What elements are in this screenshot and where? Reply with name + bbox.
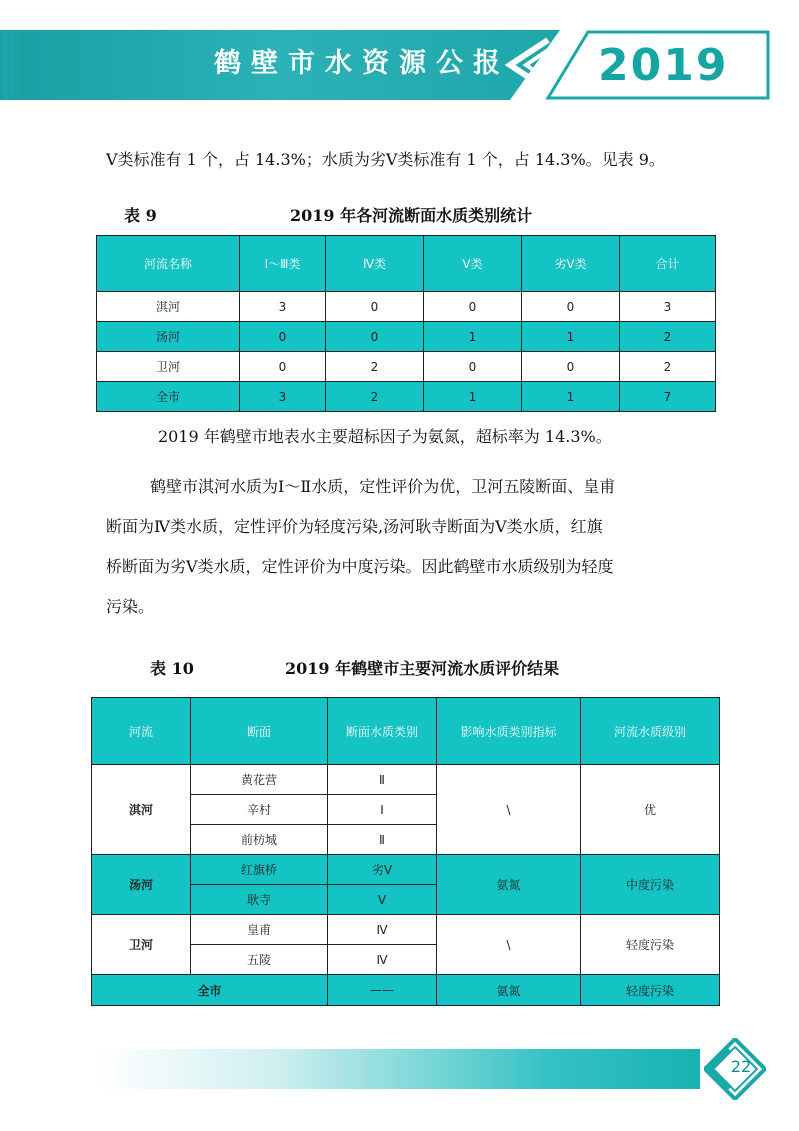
table-row	[97, 352, 716, 382]
level-cell: 中度污染	[581, 855, 720, 915]
table9-label: 表 9	[124, 206, 157, 225]
table10-header-cell: 断面水质类别	[328, 698, 437, 765]
page-header	[0, 30, 799, 100]
table10-header-cell: 河流	[92, 698, 191, 765]
table-cell: 0	[424, 292, 522, 322]
publication-title: 鹤壁市水资源公报	[214, 48, 510, 79]
table10-header-row	[92, 698, 720, 765]
page-number: 22	[730, 1057, 752, 1076]
table-cell: 1	[522, 382, 620, 412]
header-stripes	[0, 30, 29, 100]
level-cell: 轻度污染	[581, 915, 720, 975]
indicator-cell: 氨氮	[437, 975, 581, 1006]
paragraph-evaluation-line: 污染。	[106, 597, 155, 616]
table-cell: 全市	[97, 382, 240, 412]
section-cell: 前枋城	[191, 825, 328, 855]
table10-header-cell: 河流水质级别	[581, 698, 720, 765]
table10-header-cell: 影响水质类别指标	[437, 698, 581, 765]
section-cell: 耿寺	[191, 885, 328, 915]
table-cell: 0	[240, 322, 326, 352]
table-row-total	[92, 975, 720, 1006]
table-cell: 0	[522, 352, 620, 382]
paragraph-exceedance: 2019 年鹤壁市地表水主要超标因子为氨氮，超标率为 14.3%。	[158, 427, 612, 446]
river-name-cell: 全市	[92, 975, 328, 1006]
category-cell: Ⅱ	[328, 825, 437, 855]
table-cell: 0	[326, 292, 424, 322]
table10-header-cell: 断面	[191, 698, 328, 765]
level-cell: 轻度污染	[581, 975, 720, 1006]
category-cell: Ⅴ	[328, 885, 437, 915]
table-cell: 2	[620, 352, 716, 382]
level-cell: 优	[581, 765, 720, 855]
table-cell: 2	[620, 322, 716, 352]
table-row	[92, 855, 720, 885]
table-cell: 1	[424, 382, 522, 412]
table-cell: 1	[424, 322, 522, 352]
table-row	[97, 322, 716, 352]
table-cell: 0	[522, 292, 620, 322]
table-cell: 0	[424, 352, 522, 382]
table-cell: 0	[326, 322, 424, 352]
table10-label: 表 10	[150, 659, 194, 678]
table-cell: 3	[240, 292, 326, 322]
river-name-cell: 汤河	[92, 855, 191, 915]
table-cell: 卫河	[97, 352, 240, 382]
paragraph-evaluation-line: 桥断面为劣Ⅴ类水质，定性评价为中度污染。因此鹤壁市水质级别为轻度	[106, 557, 614, 576]
paragraph-evaluation-line: 鹤壁市淇河水质为Ⅰ～Ⅱ水质，定性评价为优，卫河五陵断面、皇甫	[150, 477, 616, 496]
section-cell: 皇甫	[191, 915, 328, 945]
table-cell: 汤河	[97, 322, 240, 352]
table9-title: 2019 年各河流断面水质类别统计	[290, 206, 533, 225]
river-name-cell: 卫河	[92, 915, 191, 975]
table-row	[92, 765, 720, 795]
table9-header-cell: 河流名称	[97, 236, 240, 292]
section-cell: 黄花营	[191, 765, 328, 795]
table-cell: 3	[240, 382, 326, 412]
paragraph-evaluation-line: 断面为Ⅳ类水质，定性评价为轻度污染,汤河耿寺断面为Ⅴ类水质，红旗	[106, 517, 603, 536]
table-row	[97, 292, 716, 322]
table-cell: 1	[522, 322, 620, 352]
section-cell: 红旗桥	[191, 855, 328, 885]
indicator-cell: \	[437, 915, 581, 975]
river-name-cell: 淇河	[92, 765, 191, 855]
publication-year: 2019	[598, 40, 729, 91]
table-cell: 3	[620, 292, 716, 322]
table-cell: 2	[326, 382, 424, 412]
section-cell: 五陵	[191, 945, 328, 975]
table9-header-cell: Ⅴ类	[424, 236, 522, 292]
table9-header-cell: 合计	[620, 236, 716, 292]
table10-title: 2019 年鹤壁市主要河流水质评价结果	[285, 659, 560, 678]
table9-header-row	[97, 236, 716, 292]
table-row	[97, 382, 716, 412]
category-cell: Ⅱ	[328, 765, 437, 795]
table9	[96, 235, 716, 412]
category-cell: Ⅳ	[328, 915, 437, 945]
section-cell: 辛村	[191, 795, 328, 825]
category-cell: Ⅳ	[328, 945, 437, 975]
table9-header-cell: 劣Ⅴ类	[522, 236, 620, 292]
table-row	[92, 915, 720, 945]
category-cell: 劣Ⅴ	[328, 855, 437, 885]
table-cell: 7	[620, 382, 716, 412]
table-cell: 0	[240, 352, 326, 382]
table9-header-cell: Ⅰ～Ⅲ类	[240, 236, 326, 292]
category-cell: ——	[328, 975, 437, 1006]
table9-header-cell: Ⅳ类	[326, 236, 424, 292]
footer-gradient-bar	[96, 1049, 700, 1089]
table-cell: 2	[326, 352, 424, 382]
table10	[91, 697, 720, 1006]
indicator-cell: \	[437, 765, 581, 855]
category-cell: Ⅰ	[328, 795, 437, 825]
paragraph-continuation: Ⅴ类标准有 1 个，占 14.3%；水质为劣Ⅴ类标准有 1 个，占 14.3%。见表 9。	[106, 150, 665, 169]
indicator-cell: 氨氮	[437, 855, 581, 915]
table-cell: 淇河	[97, 292, 240, 322]
